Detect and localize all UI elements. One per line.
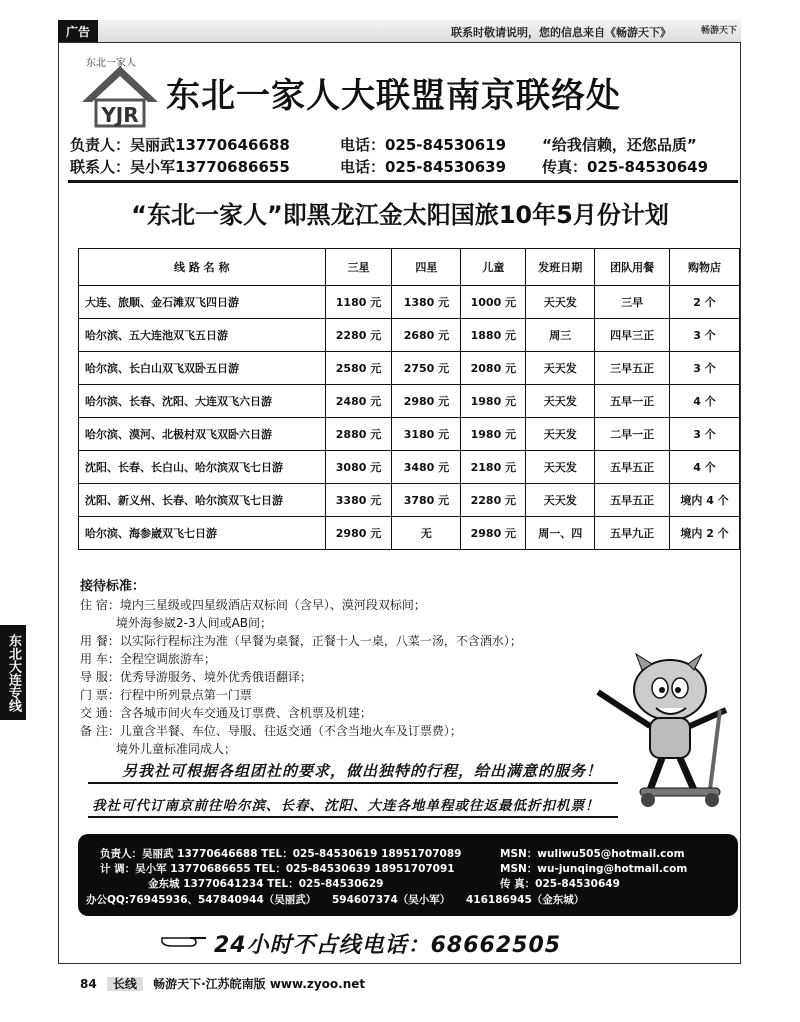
contact-phone-1: 电话：025-84530619 (340, 136, 507, 154)
standard-item: 境外儿童标准同成人； (80, 742, 237, 756)
standard-item: 门 票：行程中所列景点第一门票 (80, 688, 252, 702)
table-cell: 1000 元 (461, 286, 526, 319)
table-cell: 境内 4 个 (670, 484, 740, 517)
tiger-mascot-icon (590, 640, 740, 810)
table-cell: 天天发 (526, 385, 595, 418)
contact-phone-2: 电话：025-84530639 (340, 158, 507, 176)
table-cell: 三早 (595, 286, 670, 319)
table-cell: 4 个 (670, 451, 740, 484)
table-cell: 2880 元 (325, 418, 392, 451)
ticket-booking-slogan: 我社可代订南京前往哈尔滨、长春、沈阳、大连各地单程或往返最低折扣机票！ (92, 798, 600, 814)
table-cell: 3180 元 (392, 418, 461, 451)
table-cell: 2980 元 (325, 517, 392, 550)
page-number: 84 (80, 977, 97, 991)
table-cell: 周三 (526, 319, 595, 352)
plan-title: “东北一家人”即黑龙江金太阳国旅10年5月份计划 (131, 201, 669, 229)
table-cell: 2580 元 (325, 352, 392, 385)
table-cell: 沈阳、长春、长白山、哈尔滨双飞七日游 (79, 451, 326, 484)
table-cell: 哈尔滨、长春、沈阳、大连双飞六日游 (79, 385, 326, 418)
table-row (79, 385, 740, 418)
table-cell: 3480 元 (392, 451, 461, 484)
table-cell: 境内 2 个 (670, 517, 740, 550)
table-cell: 1880 元 (461, 319, 526, 352)
slogan-underline-1 (88, 782, 618, 784)
table-cell: 3080 元 (325, 451, 392, 484)
table-cell: 二早一正 (595, 418, 670, 451)
contact-fax: 传真：025-84530649 (542, 158, 709, 176)
header-four-star: 四星 (392, 249, 461, 286)
table-cell: 天天发 (526, 286, 595, 319)
msn-2: MSN：wu-junqing@hotmail.com (500, 863, 688, 875)
standard-item: 备 注：儿童含半餐、车位、导服、往返交通（不含当地火车及订票费）； (80, 724, 462, 738)
table-cell: 1380 元 (392, 286, 461, 319)
table-cell: 3 个 (670, 319, 740, 352)
publication-name: 畅游天下·江苏皖南版 www.zyoo.net (153, 977, 366, 991)
source-note: 联系时敬请说明，您的信息来自《畅游天下》 (451, 26, 671, 39)
table-cell: 哈尔滨、长白山双飞双卧五日游 (79, 352, 326, 385)
table-cell: 3 个 (670, 352, 740, 385)
logo-caption: 东北一家人 (86, 58, 136, 69)
magazine-logo: 畅游天下 (700, 26, 737, 36)
table-cell: 大连、旅顺、金石滩双飞四日游 (79, 286, 326, 319)
hotline: 24小时不占线电话：68662505 (214, 933, 562, 958)
table-cell: 2280 元 (325, 319, 392, 352)
standard-item: 用 餐：以实际行程标注为准（早餐为桌餐，正餐十人一桌，八菜一汤，不含酒水）； (80, 634, 522, 648)
table-row (79, 484, 740, 517)
table-cell: 2080 元 (461, 352, 526, 385)
reception-standards (80, 578, 522, 758)
table-cell: 2980 元 (461, 517, 526, 550)
table-cell: 五早五正 (595, 484, 670, 517)
logo-letters: YJR (101, 103, 139, 127)
table-cell: 三早五正 (595, 352, 670, 385)
table-cell: 1980 元 (461, 385, 526, 418)
table-row (79, 352, 740, 385)
table-cell: 4 个 (670, 385, 740, 418)
msn-1: MSN：wuliwu505@hotmail.com (500, 848, 685, 860)
contact-line-1: 负责人：吴丽武 13770646688 TEL：025-84530619 18951707089 (100, 848, 462, 860)
table-cell: 2480 元 (325, 385, 392, 418)
table-cell: 沈阳、新义州、长春、哈尔滨双飞七日游 (79, 484, 326, 517)
table-cell: 2750 元 (392, 352, 461, 385)
standard-item: 境外海参崴2-3人间或AB间； (80, 616, 273, 630)
table-cell: 1980 元 (461, 418, 526, 451)
section-label: 长线 (107, 977, 143, 991)
top-bar (58, 20, 741, 43)
table-cell: 2 个 (670, 286, 740, 319)
standard-item: 导 服：优秀导游服务、境外优秀俄语翻译； (80, 670, 312, 684)
table-cell: 天天发 (526, 418, 595, 451)
header-child: 儿童 (461, 249, 526, 286)
standard-item: 住 宿：境内三星级或四星级酒店双标间（含早）、漠河段双标间； (80, 598, 426, 612)
table-cell: 2680 元 (392, 319, 461, 352)
table-row (79, 418, 740, 451)
standards-title: 接待标准： (80, 579, 146, 594)
table-cell: 天天发 (526, 451, 595, 484)
standard-item: 用 车：全程空调旅游车； (80, 652, 216, 666)
table-cell: 四早三正 (595, 319, 670, 352)
table-cell: 1180 元 (325, 286, 392, 319)
table-cell: 3380 元 (325, 484, 392, 517)
header-meals: 团队用餐 (595, 249, 670, 286)
table-cell: 3 个 (670, 418, 740, 451)
table-cell: 2280 元 (461, 484, 526, 517)
ad-tag: 广告 (58, 20, 98, 43)
table-cell: 天天发 (526, 484, 595, 517)
table-cell: 3780 元 (392, 484, 461, 517)
page-footer (80, 975, 365, 992)
pointing-hand-icon (160, 932, 210, 952)
table-cell: 五早九正 (595, 517, 670, 550)
table-row (79, 517, 740, 550)
contact-line-2: 计 调：吴小军 13770686655 TEL：025-84530639 18951707091 (100, 863, 455, 875)
agency-logo (76, 52, 164, 132)
table-header-row (79, 249, 740, 286)
contact-box (78, 834, 738, 916)
section-side-tab: 东北大连专线 (0, 625, 26, 720)
table-cell: 周一、四 (526, 517, 595, 550)
header-departure: 发班日期 (526, 249, 595, 286)
header-route: 线 路 名 称 (79, 249, 326, 286)
table-cell: 2180 元 (461, 451, 526, 484)
table-cell: 五早一正 (595, 385, 670, 418)
table-row (79, 451, 740, 484)
contact-person-1: 负责人：吴丽武13770646688 (70, 136, 290, 154)
header-shops: 购物店 (670, 249, 740, 286)
table-cell: 哈尔滨、海参崴双飞七日游 (79, 517, 326, 550)
table-row (79, 319, 740, 352)
contact-line-3: 金东城 13770641234 TEL：025-84530629 (148, 878, 384, 890)
table-cell: 2980 元 (392, 385, 461, 418)
custom-itinerary-slogan: 另我社可根据各组团社的要求，做出独特的行程，给出满意的服务！ (122, 762, 603, 780)
table-row (79, 286, 740, 319)
standard-item: 交 通：含各城市间火车交通及订票费、含机票及机建； (80, 706, 372, 720)
fax-line: 传 真：025-84530649 (500, 878, 620, 890)
table-cell: 五早五正 (595, 451, 670, 484)
header-three-star: 三星 (325, 249, 392, 286)
page-title: 东北一家人大联盟南京联络处 (166, 76, 621, 116)
table-cell: 哈尔滨、五大连池双飞五日游 (79, 319, 326, 352)
table-cell: 哈尔滨、漠河、北极村双飞双卧六日游 (79, 418, 326, 451)
slogan-underline-2 (88, 816, 618, 818)
contact-person-2: 联系人：吴小军13770686655 (70, 158, 290, 176)
header (68, 50, 738, 183)
office-qq-line: 办公QQ:76945936、547840944（吴丽武） 594607374（吴小军） 416186945（金东城） (86, 894, 585, 906)
table-cell: 无 (392, 517, 461, 550)
brand-slogan: “给我信赖，还您品质” (542, 136, 697, 154)
route-table (78, 248, 740, 550)
table-cell: 天天发 (526, 352, 595, 385)
